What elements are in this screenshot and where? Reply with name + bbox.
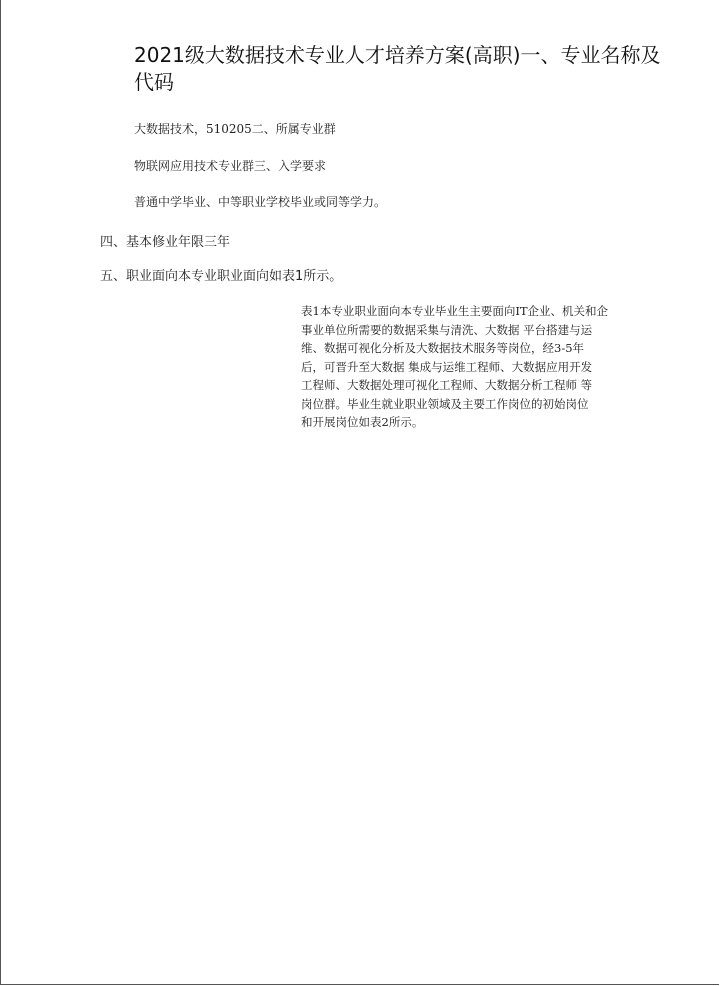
- section-career-orientation: 五、职业面向本专业职业面向如表1所示。: [100, 269, 343, 284]
- description-line: 表1本专业职业面向本专业毕业生主要面向IT企业、机关和企: [301, 304, 609, 318]
- major-name-code-paragraph: 大数据技术，510205二、所属专业群: [134, 122, 336, 136]
- document-title: 2021级大数据技术专业人才培养方案(高职)一、专业名称及代码: [134, 43, 661, 94]
- description-line: 后，可晋升至大数据 集成与运维工程师、大数据应用开发: [301, 359, 593, 374]
- admission-requirement-paragraph: 普通中学毕业、中等职业学校毕业或同等学力。: [134, 195, 387, 209]
- career-description-block: [301, 302, 673, 432]
- description-line: 维、数据可视化分析及大数据技术服务等岗位，经3-5年: [301, 341, 585, 355]
- description-line: 和开展岗位如表2所示。: [301, 415, 424, 429]
- section-study-years: 四、基本修业年限三年: [100, 235, 231, 250]
- major-group-paragraph: 物联网应用技术专业群三、入学要求: [134, 159, 327, 173]
- description-line: 工程师、大数据处理可视化工程师、大数据分析工程师 等: [301, 378, 593, 392]
- description-line: 事业单位所需要的数据采集与清洗、大数据 平台搭建与运: [301, 322, 593, 337]
- description-line: 岗位群。毕业生就业职业领域及主要工作岗位的初始岗位: [301, 396, 589, 411]
